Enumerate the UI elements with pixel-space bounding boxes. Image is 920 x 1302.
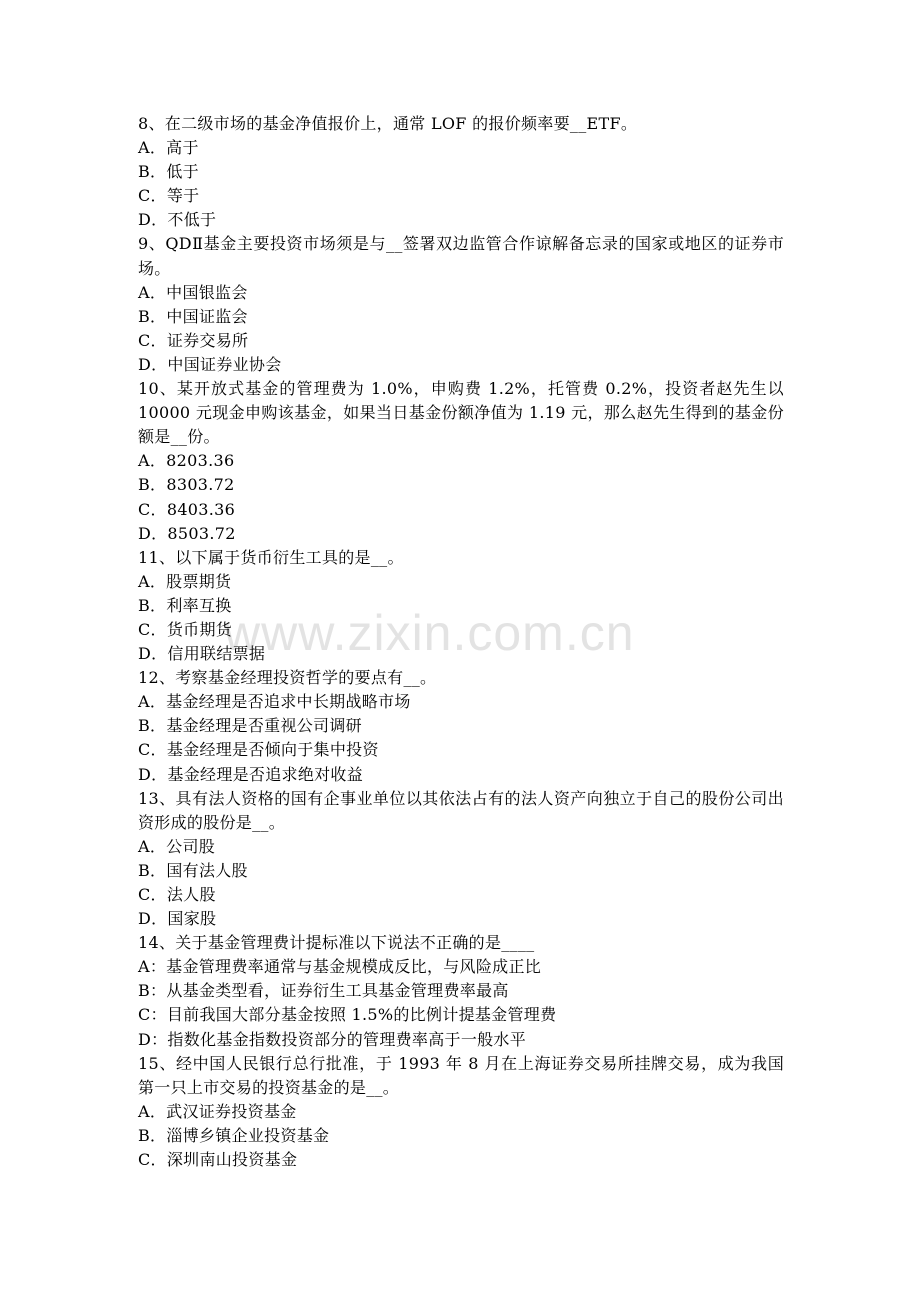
question-stem: 14、关于基金管理费计提标准以下说法不正确的是____ <box>138 933 535 953</box>
question-stem: 11、以下属于货币衍生工具的是__。 <box>138 547 404 567</box>
option-b: B．中国证监会 <box>138 306 248 326</box>
option-b: B．8303.72 <box>138 475 235 495</box>
option-d: D．信用联结票据 <box>138 644 266 664</box>
question-12 <box>138 666 784 786</box>
document-body <box>138 112 784 1172</box>
option-d: D．不低于 <box>138 210 217 230</box>
option-d: D．基金经理是否追求绝对收益 <box>138 764 364 784</box>
option-a: A．股票期货 <box>138 571 232 591</box>
option-b: B．低于 <box>138 162 199 182</box>
option-c: C．等于 <box>138 186 200 206</box>
option-a: A．武汉证券投资基金 <box>138 1101 297 1121</box>
option-c: C．货币期货 <box>138 619 233 639</box>
option-b: B．基金经理是否重视公司调研 <box>138 716 362 736</box>
option-b: B．利率互换 <box>138 595 232 615</box>
question-stem: 8、在二级市场的基金净值报价上，通常 LOF 的报价频率要__ETF。 <box>138 114 638 133</box>
question-8 <box>138 112 784 232</box>
option-d: D．中国证券业协会 <box>138 354 282 374</box>
question-11 <box>138 546 784 666</box>
option-b: B：从基金类型看，证券衍生工具基金管理费率最高 <box>138 981 509 1001</box>
option-d: D．8503.72 <box>138 523 236 543</box>
question-13 <box>138 787 784 932</box>
question-stem: 10、某开放式基金的管理费为 1.0%，申购费 1.2%，托管费 0.2%，投资者赵先生以 10000 元现金申购该基金，如果当日基金份额净值为 1.19 元，那么赵先生得到的基金份额是__份。 <box>138 379 784 447</box>
option-a: A．中国银监会 <box>138 282 248 302</box>
option-c: C．证券交易所 <box>138 330 249 350</box>
question-stem: 15、经中国人民银行总行批准，于 1993 年 8 月在上海证券交易所挂牌交易，成为我国第一只上市交易的投资基金的是__。 <box>138 1053 784 1097</box>
option-c: C：目前我国大部分基金按照 1.5%的比例计提基金管理费 <box>138 1005 557 1025</box>
option-a: A：基金管理费率通常与基金规模成反比，与风险成正比 <box>138 957 542 977</box>
watermark: www.zixin.com.cn <box>224 605 635 661</box>
question-15 <box>138 1052 784 1172</box>
option-a: A．基金经理是否追求中长期战略市场 <box>138 692 411 712</box>
question-9 <box>138 232 784 377</box>
option-d: D：指数化基金指数投资部分的管理费率高于一般水平 <box>138 1029 527 1049</box>
option-c: C．法人股 <box>138 885 216 904</box>
option-b: B．淄博乡镇企业投资基金 <box>138 1125 330 1145</box>
option-c: C．8403.36 <box>138 499 236 519</box>
question-stem: 13、具有法人资格的国有企事业单位以其依法占有的法人资产向独立于自己的股份公司出资形成的股份是__。 <box>138 788 784 832</box>
option-c: C．基金经理是否倾向于集中投资 <box>138 740 379 760</box>
question-14 <box>138 931 784 1051</box>
question-stem: 9、QDⅡ基金主要投资市场须是与__签署双边监管合作谅解备忘录的国家或地区的证券市场。 <box>138 234 784 278</box>
option-a: A．8203.36 <box>138 451 235 471</box>
option-c: C．深圳南山投资基金 <box>138 1150 298 1170</box>
option-b: B．国有法人股 <box>138 860 248 880</box>
option-a: A．公司股 <box>138 836 216 856</box>
question-10 <box>138 377 784 546</box>
option-d: D．国家股 <box>138 909 217 929</box>
option-a: A．高于 <box>138 138 199 158</box>
question-stem: 12、考察基金经理投资哲学的要点有__。 <box>138 668 437 688</box>
